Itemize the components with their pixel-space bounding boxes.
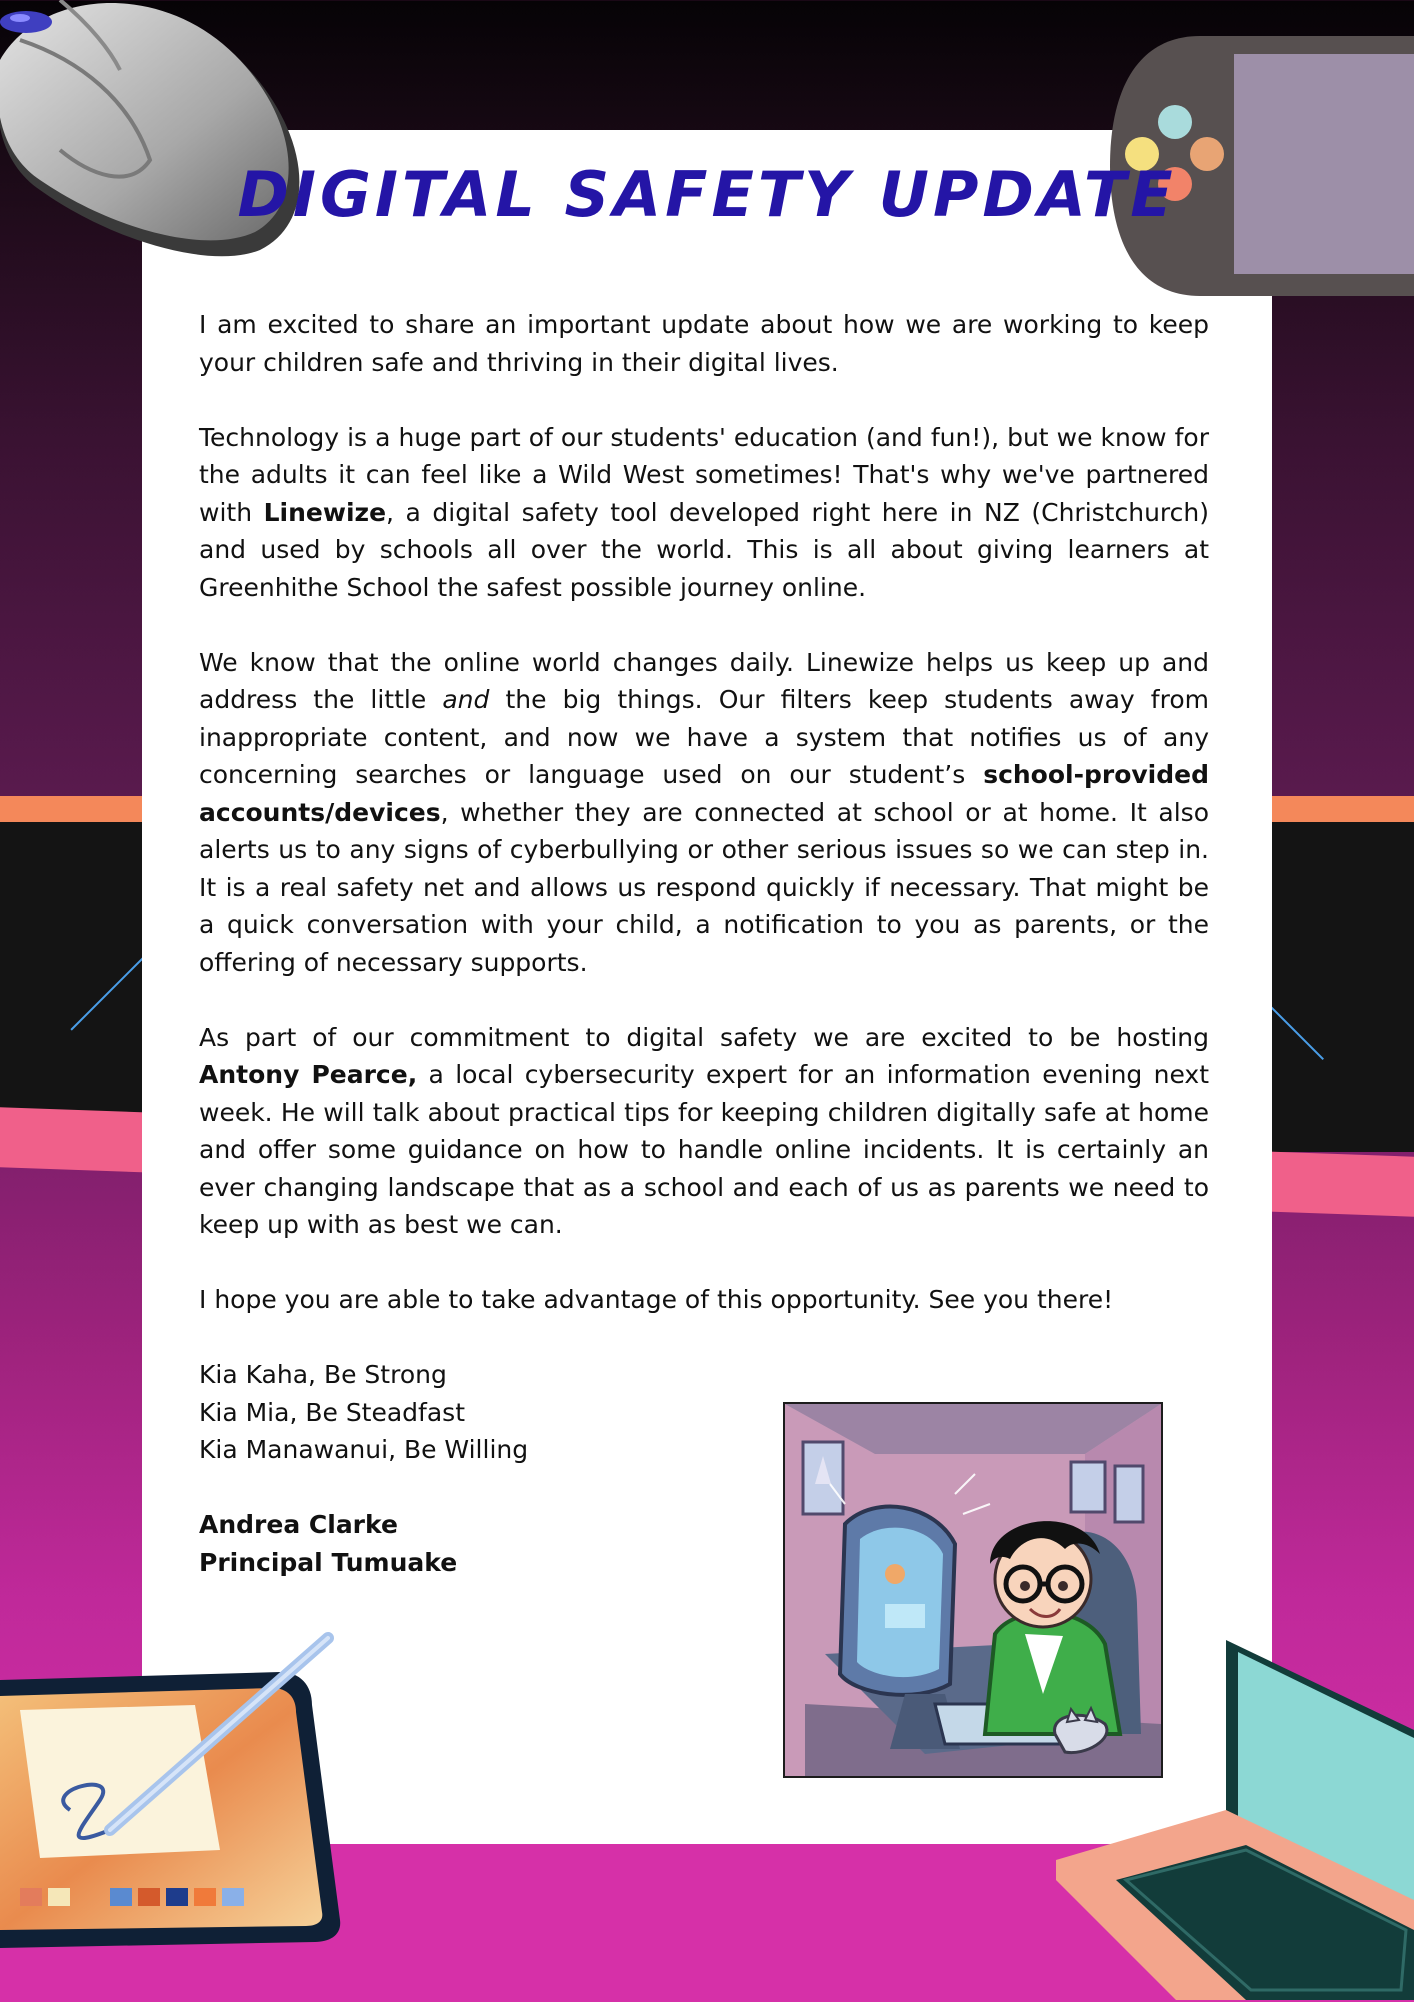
signature-role: Principal Tumuake (199, 1547, 458, 1577)
text-span: As part of our commitment to digital safety we are excited to be hosting (199, 1022, 1209, 1052)
paragraph-intro: I am excited to share an important update about how we are working to keep your children safe and thriving in their digital lives. (199, 310, 1209, 377)
paragraph-event (199, 1019, 1209, 1244)
signoff-line-3: Kia Manawanui, Be Willing (199, 1435, 529, 1464)
paragraph-linewize (199, 419, 1209, 607)
boy-at-computer-illustration (783, 1402, 1163, 1778)
text-span: , whether they are connected at school or at home. It also alerts us to any signs of cyberbullying or other serious issues so we can step in. It is a real safety net and allows us respond quickly if necessary. That might be a quick conversation with your child, a notification to you as parents, or the offering of necessary supports. (199, 797, 1209, 977)
text-span: , a digital safety tool developed right here in NZ (Christchurch) and used by schools all over the world. This is all about giving learners at Greenhithe School the safest possible journey online. (199, 497, 1209, 602)
text-span: We know that the online world changes daily. Linewize helps us keep up and address the little (199, 647, 1209, 714)
signoff-line-1: Kia Kaha, Be Strong (199, 1360, 447, 1389)
letter-body (199, 306, 1209, 1581)
text-span: the big things. Our filters keep students away from inappropriate content, and now we have a system that notifies us of any concerning searches or language used on our student’s (199, 685, 1209, 789)
text-span: a local cybersecurity expert for an information evening next week. He will talk about practical tips for keeping children digitally safe at home and offer some guidance on how to handle online incidents. It is certainly an ever changing landscape that as a school and each of us as parents we need to keep up with as best we can. (199, 1060, 1209, 1239)
signoff-line-2: Kia Mia, Be Steadfast (199, 1397, 466, 1427)
school-accounts-bold: school-provided accounts/devices (199, 760, 1209, 827)
signature-name: Andrea Clarke (199, 1510, 398, 1539)
speaker-name-bold: Antony Pearce, (199, 1060, 418, 1089)
tablet-stylus-icon (0, 1630, 350, 1950)
page-title: DIGITAL SAFETY UPDATE (237, 158, 1177, 231)
linewize-bold: Linewize (263, 497, 387, 527)
paragraph-filters (199, 644, 1209, 982)
text-span: Technology is a huge part of our students' education (and fun!), but we know for the adults it can feel like a Wild West sometimes! That's why we've partnered with (199, 422, 1209, 527)
paragraph-closing: I hope you are able to take advantage of this opportunity. See you there! (199, 1285, 1114, 1314)
and-italic: and (442, 685, 490, 714)
